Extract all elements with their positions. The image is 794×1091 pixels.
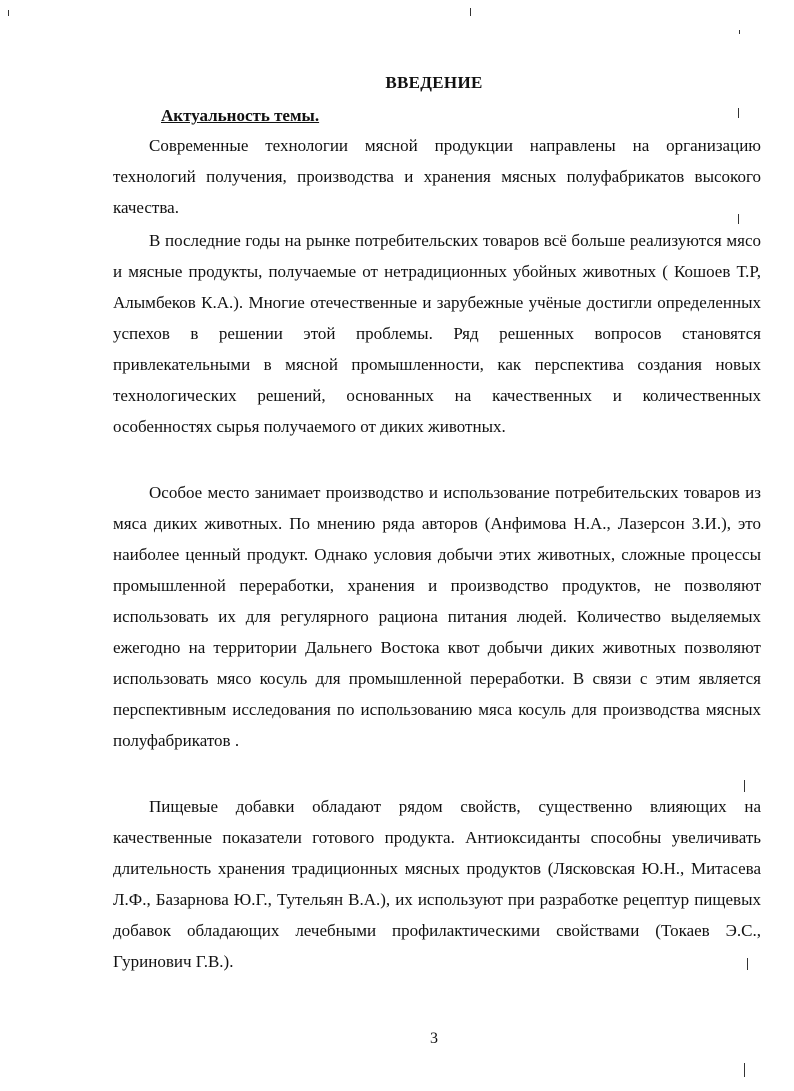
page-title: ВВЕДЕНИЕ [385,73,483,92]
paragraph-2: В последние годы на рынке потребительских товаров всё больше реализуются мясо и мясные продукты, получаемые от нетрадиционных убойных животных ( Кошоев Т.Р, Алымбеков К.А.). Многие отечественные и зарубежные учёные достигли определенных успехов в решении этой проблемы. Ряд решенных вопросов становятся привлекательными в мясной промышленности, как перспектива создания новых технологических решений, основанных на качественных и количественных особенностях сырья получаемого от диких животных. [113,231,761,436]
scan-mark [739,30,740,34]
scan-mark [738,108,739,118]
paragraph-3: Особое место занимает производство и использование потребительских товаров из мяса диких животных. По мнению ряда авторов (Анфимова Н.А., Лазерсон З.И.), это наиболее ценный продукт. Однако условия добычи этих животных, сложные процессы промышленной переработки, хранения и производство продуктов, не позволяют использовать их для регулярного рациона питания людей. Количество выделяемых ежегодно на территории Дальнего Востока квот добычи диких животных позволяют использовать мясо косуль для промышленной переработки. В связи с этим является перспективным исследования по использованию мяса косуль для производства мясных полуфабрикатов . [113,483,761,750]
page-number: 3 [430,1030,438,1047]
scan-mark [738,214,739,224]
section-heading: Актуальность темы. [161,106,320,125]
paragraph-wild-animals [113,477,761,756]
paragraph-intro [113,130,761,223]
paragraph-nontraditional-animals [113,225,761,442]
paragraph-4: Пищевые добавки обладают рядом свойств, существенно влияющих на качественные показатели готового продукта. Антиоксиданты способны увеличивать длительность хранения традиционных мясных продуктов (Лясковская Ю.Н., Митасева Л.Ф., Базарнова Ю.Г., Тутельян В.А.), их используют при разработке рецептур пищевых добавок обладающих лечебными профилактическими свойствами (Токаев Э.С., Гуринович Г.В.). [113,797,761,971]
scan-mark [8,10,9,16]
scan-mark [744,1063,745,1077]
scan-mark [744,780,745,792]
scan-mark [470,8,471,16]
paragraph-food-additives [113,791,761,977]
scan-mark [747,958,748,970]
paragraph-1: Современные технологии мясной продукции направлены на организацию технологий получения, производства и хранения мясных полуфабрикатов высокого качества. [113,136,761,217]
